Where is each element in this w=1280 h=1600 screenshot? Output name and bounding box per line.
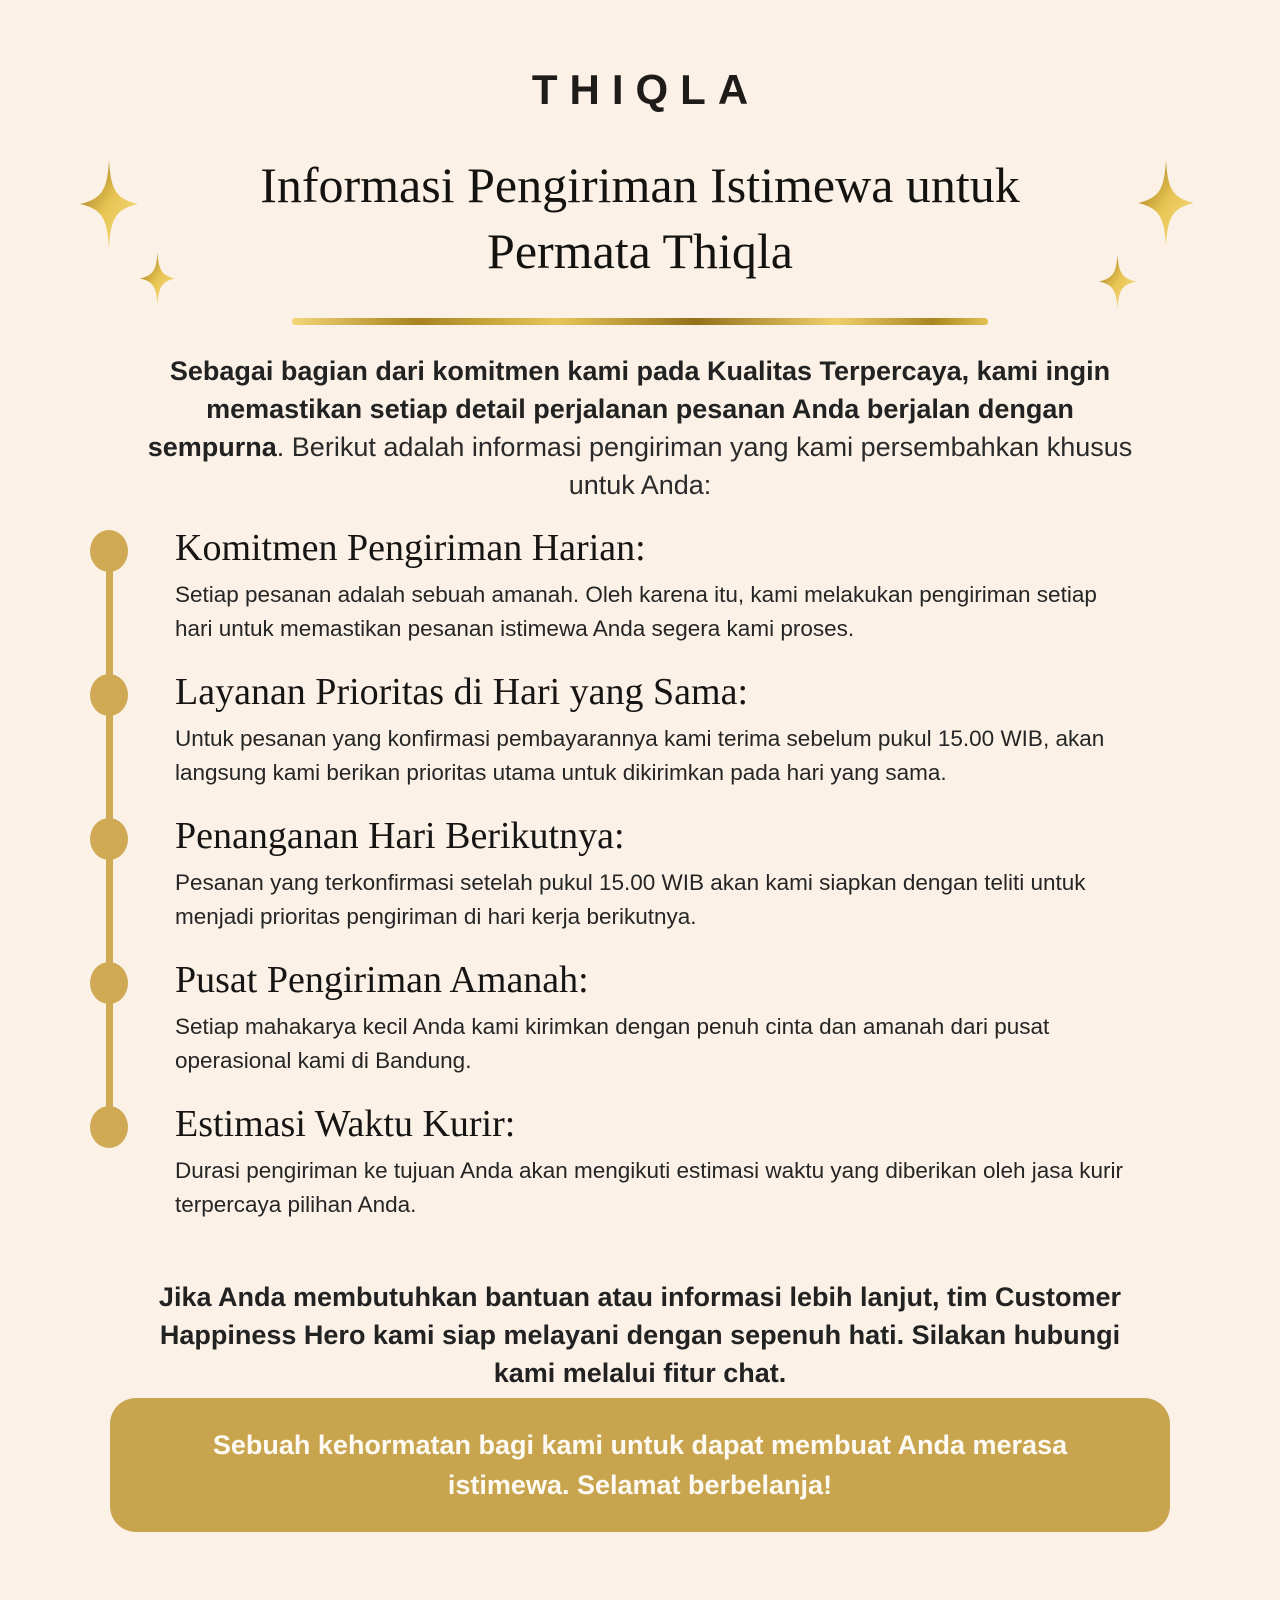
- section-body: Setiap mahakarya kecil Anda kami kirimkan dengan penuh cinta dan amanah dari pusat operasional kami di Bandung.: [175, 1014, 1050, 1073]
- timeline-bullet-icon: [90, 530, 128, 572]
- footer-banner-text: Sebuah kehormatan bagi kami untuk dapat membuat Anda merasa istimewa. Selamat berbelanja!: [212, 1430, 1068, 1500]
- intro-regular-text: . Berikut adalah informasi pengiriman yang kami persembahkan khusus untuk Anda:: [276, 432, 1133, 500]
- brand-logo: THIQLA: [531, 66, 761, 113]
- timeline-item-penanganan-berikutnya: [0, 812, 1280, 934]
- footer-banner: [110, 1398, 1170, 1532]
- section-body: Pesanan yang terkonfirmasi setelah pukul 15.00 WIB akan kami siapkan dengan teliti untuk menjadi prioritas pengiriman di hari kerja berikutnya.: [175, 870, 1086, 929]
- section-heading: Komitmen Pengiriman Harian:: [175, 527, 646, 569]
- section-heading: Estimasi Waktu Kurir:: [175, 1103, 516, 1145]
- section-heading: Penanganan Hari Berikutnya:: [175, 815, 625, 857]
- timeline-bullet-icon: [90, 1106, 128, 1148]
- section-body: Durasi pengiriman ke tujuan Anda akan mengikuti estimasi waktu yang diberikan oleh jasa kurir terpercaya pilihan Anda.: [175, 1158, 1124, 1217]
- intro-paragraph: [140, 352, 1140, 504]
- page-title: Informasi Pengiriman Istimewa untuk Permata Thiqla: [260, 157, 1020, 279]
- closing-paragraph: Jika Anda membutuhkan bantuan atau informasi lebih lanjut, tim Customer Happiness Hero kami siap melayani dengan sepenuh hati. Silakan hubungi kami melalui fitur chat.: [158, 1282, 1122, 1388]
- section-body: Setiap pesanan adalah sebuah amanah. Oleh karena itu, kami melakukan pengiriman setiap hari untuk memastikan pesanan istimewa Anda segera kami proses.: [175, 582, 1097, 641]
- timeline-item-pusat-pengiriman: [0, 956, 1280, 1078]
- timeline-bullet-icon: [90, 818, 128, 860]
- sparkle-icon: [1138, 160, 1194, 246]
- sparkle-icon: [1099, 254, 1136, 309]
- section-heading: Layanan Prioritas di Hari yang Sama:: [175, 671, 749, 713]
- timeline-bullet-icon: [90, 674, 128, 716]
- section-heading: Pusat Pengiriman Amanah:: [175, 959, 589, 1001]
- shipping-timeline: [0, 524, 1280, 1244]
- timeline-item-komitmen-harian: [0, 524, 1280, 646]
- gold-divider: [292, 318, 988, 325]
- timeline-item-layanan-prioritas: [0, 668, 1280, 790]
- timeline-item-estimasi-kurir: [0, 1100, 1280, 1222]
- sparkle-icon: [80, 160, 138, 248]
- timeline-bullet-icon: [90, 962, 128, 1004]
- section-body: Untuk pesanan yang konfirmasi pembayarannya kami terima sebelum pukul 15.00 WIB, akan langsung kami berikan prioritas utama untuk dikirimkan pada hari yang sama.: [175, 726, 1105, 785]
- intro-bold-text: Sebagai bagian dari komitmen kami pada Kualitas Terpercaya, kami ingin memastikan setiap detail perjalanan pesanan Anda berjalan dengan sempurna: [147, 356, 1111, 462]
- sparkle-icon: [140, 252, 175, 305]
